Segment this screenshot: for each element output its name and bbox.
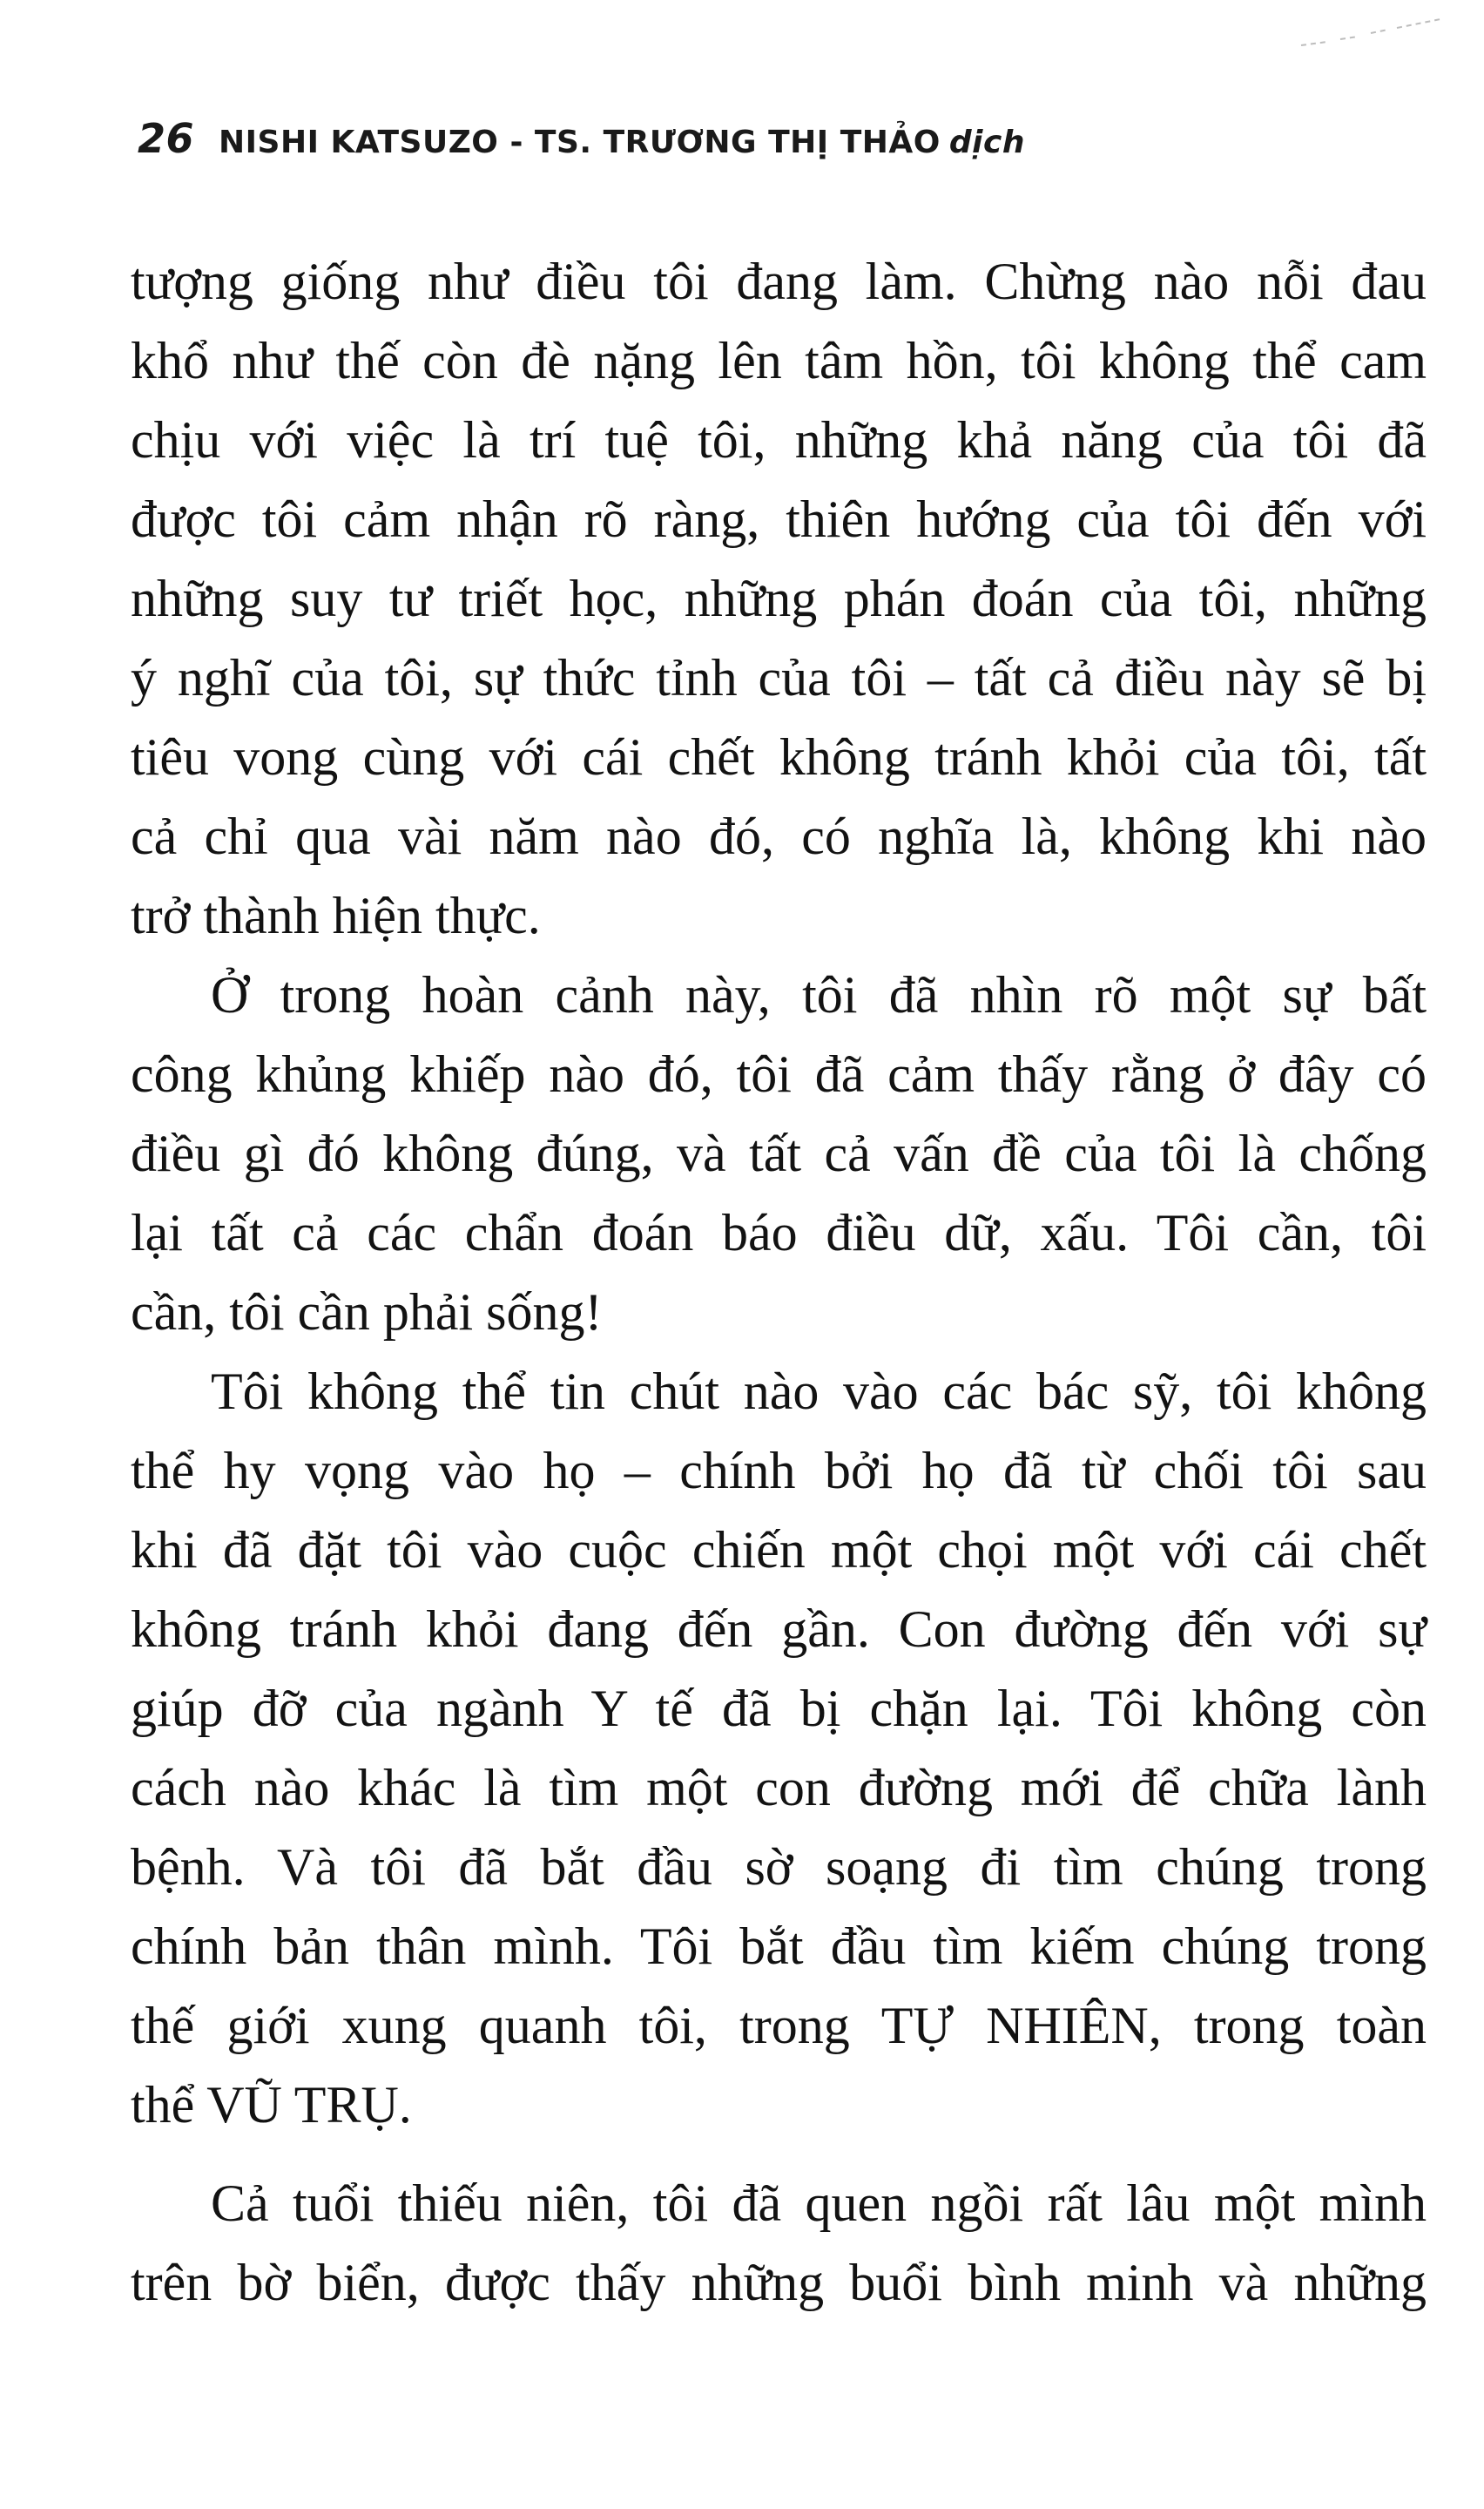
- text-line: trở thành hiện thực.: [131, 887, 541, 944]
- text-line: thể hy vọng vào họ – chính bởi họ đã từ chối tôi sau: [131, 1442, 1427, 1499]
- paragraph: [131, 2164, 1427, 2323]
- text-line: Cả tuổi thiếu niên, tôi đã quen ngồi rất lâu một mình: [211, 2174, 1427, 2232]
- text-line: được tôi cảm nhận rõ ràng, thiên hướng của tôi đến với: [131, 490, 1427, 548]
- text-line: Ở trong hoàn cảnh này, tôi đã nhìn rõ một sự bất: [211, 966, 1427, 1024]
- text-line: tiêu vong cùng với cái chết không tránh khỏi của tôi, tất: [131, 728, 1427, 786]
- text-line: bệnh. Và tôi đã bắt đầu sờ soạng đi tìm chúng trong: [131, 1838, 1427, 1896]
- text-line: cách nào khác là tìm một con đường mới để chữa lành: [131, 1759, 1427, 1816]
- text-line: khổ như thế còn đè nặng lên tâm hồn, tôi không thể cam: [131, 332, 1427, 389]
- running-head-title: NISHI KATSUZO - TS. TRƯƠNG THỊ THẢO: [219, 125, 941, 160]
- page-number: 26: [138, 115, 195, 162]
- text-line: cần, tôi cần phải sống!: [131, 1283, 603, 1341]
- text-line: chịu với việc là trí tuệ tôi, những khả năng của tôi đã: [131, 411, 1427, 469]
- running-header: [138, 115, 1025, 162]
- text-line: điều gì đó không đúng, và tất cả vấn đề của tôi là chống: [131, 1125, 1427, 1182]
- paragraph: [131, 956, 1427, 1352]
- paragraph: [131, 242, 1427, 956]
- corner-scribble: [1292, 16, 1449, 51]
- text-line: trên bờ biển, được thấy những buổi bình minh và những: [131, 2254, 1427, 2311]
- text-line: không tránh khỏi đang đến gần. Con đường đến với sự: [131, 1600, 1427, 1658]
- text-line: cả chỉ qua vài năm nào đó, có nghĩa là, không khi nào: [131, 808, 1427, 865]
- body-text: [131, 242, 1427, 2323]
- text-line: tượng giống như điều tôi đang làm. Chừng nào nỗi đau: [131, 253, 1427, 310]
- text-line: chính bản thân mình. Tôi bắt đầu tìm kiếm chúng trong: [131, 1917, 1427, 1975]
- text-line: khi đã đặt tôi vào cuộc chiến một chọi một với cái chết: [131, 1521, 1427, 1579]
- text-line: thế giới xung quanh tôi, trong TỰ NHIÊN, trong toàn: [131, 1997, 1427, 2054]
- text-line: công khủng khiếp nào đó, tôi đã cảm thấy rằng ở đây có: [131, 1045, 1427, 1103]
- text-line: giúp đỡ của ngành Y tế đã bị chặn lại. Tôi không còn: [131, 1680, 1427, 1737]
- paragraph: [131, 1352, 1427, 2145]
- text-line: ý nghĩ của tôi, sự thức tỉnh của tôi – tất cả điều này sẽ bị: [131, 649, 1427, 707]
- text-line: Tôi không thể tin chút nào vào các bác sỹ, tôi không: [211, 1363, 1427, 1420]
- running-head-suffix: dịch: [948, 125, 1025, 160]
- text-line: lại tất cả các chẩn đoán báo điều dữ, xấu. Tôi cần, tôi: [131, 1204, 1427, 1261]
- text-line: những suy tư triết học, những phán đoán của tôi, những: [131, 570, 1427, 627]
- text-line: thể VŨ TRỤ.: [131, 2076, 412, 2134]
